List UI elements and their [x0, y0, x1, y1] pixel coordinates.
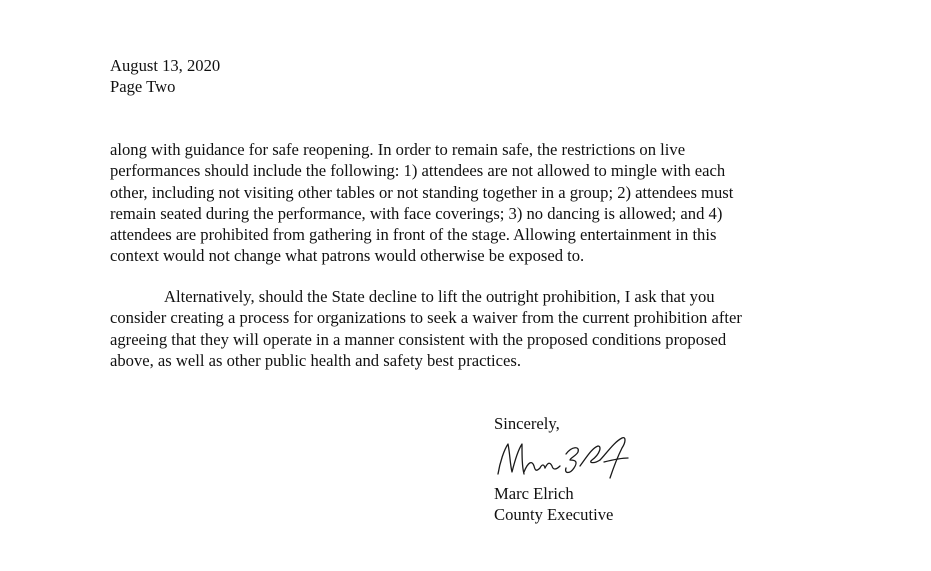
paragraph-line: Alternatively, should the State decline to lift the outright prohibition, I ask that you	[164, 287, 715, 306]
paragraph-line: attendees are prohibited from gathering in front of the stage. Allowing entertainment in this	[110, 225, 717, 245]
page-number: Page Two	[110, 77, 176, 97]
signer-name: Marc Elrich	[494, 484, 574, 503]
signer-title: County Executive	[494, 505, 614, 525]
closing-salutation: Sincerely,	[494, 414, 560, 433]
handwritten-signature	[488, 432, 648, 482]
signer-block	[494, 483, 613, 526]
letter-header	[110, 55, 220, 98]
paragraph-line: agreeing that they will operate in a manner consistent with the proposed conditions proposed	[110, 329, 727, 349]
paragraph-line: performances should include the following: 1) attendees are not allowed to mingle with each	[110, 161, 726, 181]
paragraph-line: along with guidance for safe reopening. In order to remain safe, the restrictions on live	[110, 140, 686, 159]
paragraph-line: remain seated during the performance, with face coverings; 3) no dancing is allowed; and 4)	[110, 203, 723, 223]
paragraph-line: other, including not visiting other tables or not standing together in a group; 2) attendees must	[110, 182, 734, 202]
letter-date: August 13, 2020	[110, 56, 221, 75]
paragraph-1	[110, 139, 830, 267]
paragraph-line: consider creating a process for organizations to seek a waiver from the current prohibition after	[110, 308, 742, 328]
paragraph-2	[110, 286, 830, 371]
paragraph-line: above, as well as other public health and safety best practices.	[110, 350, 522, 370]
paragraph-line: context would not change what patrons would otherwise be exposed to.	[110, 246, 585, 266]
